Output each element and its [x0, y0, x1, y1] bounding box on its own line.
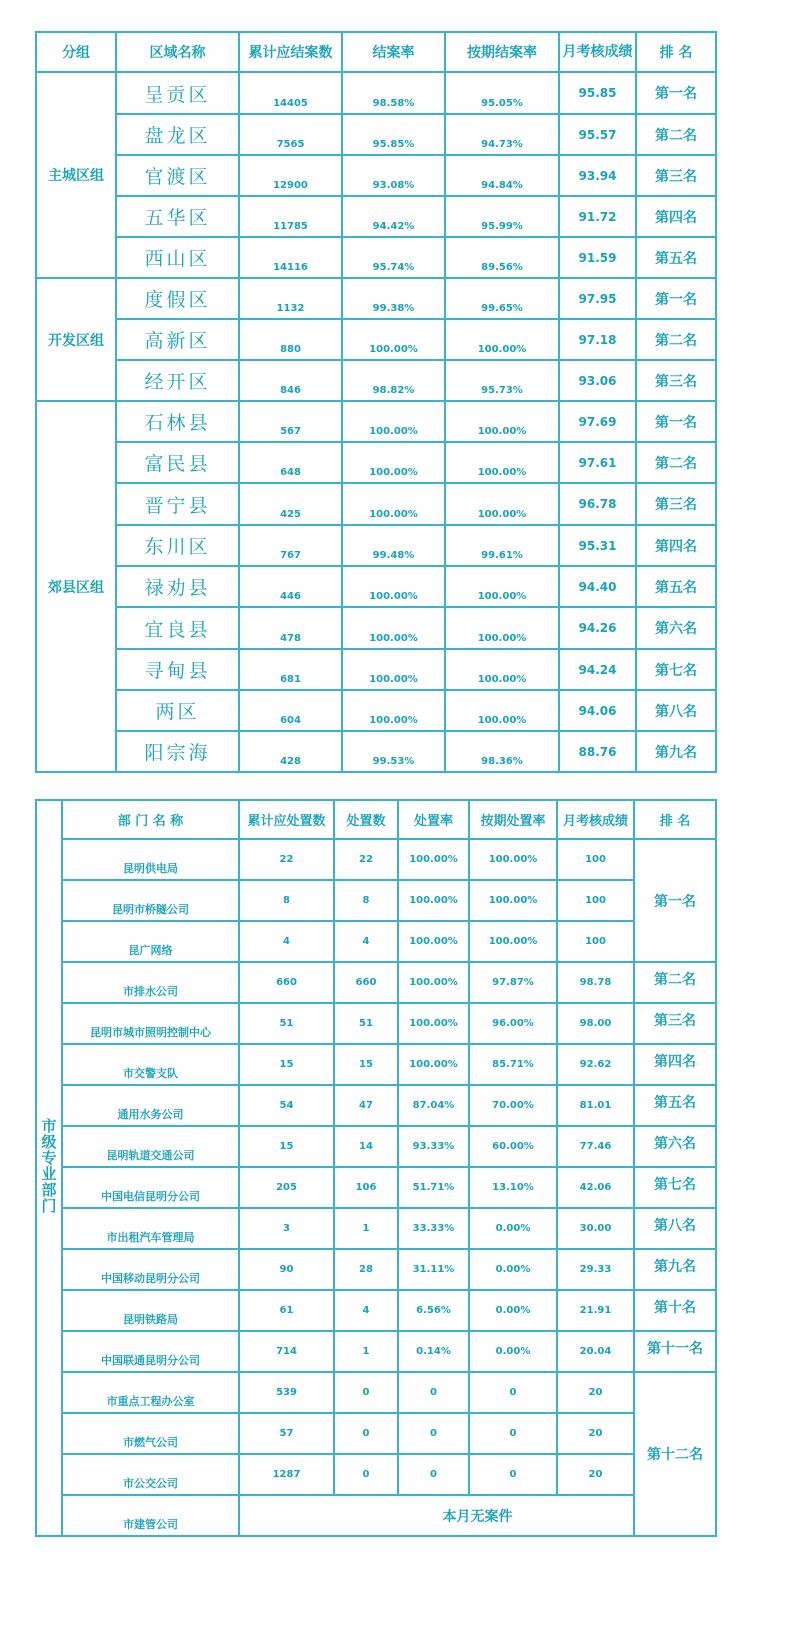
area-name: 经开区 — [116, 360, 239, 401]
ontime-rate: 100.00% — [445, 483, 559, 525]
handle-rate: 93.33% — [398, 1126, 469, 1167]
table-row — [36, 839, 716, 880]
monthly-score: 91.59 — [559, 237, 636, 278]
monthly-score: 42.06 — [557, 1167, 634, 1208]
handled-count: 0 — [334, 1454, 398, 1495]
table-row — [36, 607, 716, 649]
rank: 第一名 — [636, 72, 716, 114]
ontime-rate: 100.00% — [445, 442, 559, 483]
monthly-score: 91.72 — [559, 196, 636, 237]
ontime-rate: 95.73% — [445, 360, 559, 401]
close-rate: 94.42% — [342, 196, 445, 237]
handled-count: 0 — [334, 1413, 398, 1454]
ontime-rate: 100.00% — [445, 690, 559, 731]
total-cases: 205 — [239, 1167, 334, 1208]
handle-rate: 0 — [398, 1454, 469, 1495]
rank: 第十二名 — [634, 1372, 716, 1536]
monthly-score: 92.62 — [557, 1044, 634, 1085]
rank: 第二名 — [636, 319, 716, 360]
ontime-rate: 95.05% — [445, 72, 559, 114]
close-rate: 100.00% — [342, 401, 445, 442]
monthly-score: 77.46 — [557, 1126, 634, 1167]
column-header: 累计应处置数 — [239, 800, 334, 839]
total-cases: 90 — [239, 1249, 334, 1290]
rank: 第二名 — [636, 114, 716, 155]
rank: 第三名 — [636, 483, 716, 525]
close-rate: 98.82% — [342, 360, 445, 401]
monthly-score: 98.00 — [557, 1003, 634, 1044]
table-row — [36, 1167, 716, 1208]
monthly-score: 96.78 — [559, 483, 636, 525]
total-cases: 1132 — [239, 278, 342, 319]
table-row — [36, 360, 716, 401]
group-name: 郊县区组 — [36, 401, 116, 772]
ontime-rate: 0 — [469, 1413, 557, 1454]
total-cases: 428 — [239, 731, 342, 772]
table-row — [36, 1249, 716, 1290]
table-row — [36, 1003, 716, 1044]
total-cases: 12900 — [239, 155, 342, 196]
handled-count: 51 — [334, 1003, 398, 1044]
rank: 第六名 — [634, 1126, 716, 1167]
rank: 第二名 — [634, 962, 716, 1003]
district-ranking-table — [35, 31, 717, 773]
department-name: 通用水务公司 — [62, 1085, 239, 1126]
close-rate: 99.38% — [342, 278, 445, 319]
rank: 第七名 — [634, 1167, 716, 1208]
monthly-score: 94.24 — [559, 649, 636, 690]
table-row — [36, 525, 716, 566]
no-cases-note: 本月无案件 — [239, 1495, 716, 1536]
handled-count: 47 — [334, 1085, 398, 1126]
table-row — [36, 1331, 716, 1372]
total-cases: 880 — [239, 319, 342, 360]
close-rate: 100.00% — [342, 566, 445, 607]
close-rate: 100.00% — [342, 649, 445, 690]
table-row — [36, 1413, 716, 1454]
handle-rate: 87.04% — [398, 1085, 469, 1126]
table-row — [36, 690, 716, 731]
table-row — [36, 1044, 716, 1085]
rank: 第十名 — [634, 1290, 716, 1331]
ontime-rate: 100.00% — [445, 319, 559, 360]
column-header: 区域名称 — [116, 32, 239, 72]
total-cases: 660 — [239, 962, 334, 1003]
department-name: 中国移动昆明分公司 — [62, 1249, 239, 1290]
ontime-rate: 100.00% — [445, 649, 559, 690]
department-name: 市交警支队 — [62, 1044, 239, 1085]
rank: 第十一名 — [634, 1331, 716, 1372]
monthly-score: 93.06 — [559, 360, 636, 401]
area-name: 盘龙区 — [116, 114, 239, 155]
department-name: 市公交公司 — [62, 1454, 239, 1495]
close-rate: 95.85% — [342, 114, 445, 155]
area-name: 宜良县 — [116, 607, 239, 649]
ontime-rate: 98.36% — [445, 731, 559, 772]
ontime-rate: 99.61% — [445, 525, 559, 566]
handled-count: 14 — [334, 1126, 398, 1167]
total-cases: 604 — [239, 690, 342, 731]
department-ranking-table — [35, 799, 717, 1537]
monthly-score: 95.57 — [559, 114, 636, 155]
monthly-score: 88.76 — [559, 731, 636, 772]
handled-count: 106 — [334, 1167, 398, 1208]
monthly-score: 100 — [557, 880, 634, 921]
rank: 第九名 — [636, 731, 716, 772]
column-header: 处置数 — [334, 800, 398, 839]
monthly-score: 93.94 — [559, 155, 636, 196]
column-header: 排 名 — [636, 32, 716, 72]
ontime-rate: 85.71% — [469, 1044, 557, 1085]
ontime-rate: 100.00% — [445, 566, 559, 607]
handled-count: 4 — [334, 1290, 398, 1331]
total-cases: 446 — [239, 566, 342, 607]
table-row — [36, 880, 716, 921]
department-name: 市出租汽车管理局 — [62, 1208, 239, 1249]
total-cases: 846 — [239, 360, 342, 401]
handle-rate: 51.71% — [398, 1167, 469, 1208]
close-rate: 99.53% — [342, 731, 445, 772]
area-name: 西山区 — [116, 237, 239, 278]
ontime-rate: 96.00% — [469, 1003, 557, 1044]
area-name: 五华区 — [116, 196, 239, 237]
handle-rate: 100.00% — [398, 921, 469, 962]
handle-rate: 100.00% — [398, 839, 469, 880]
table-row — [36, 1126, 716, 1167]
ontime-rate: 0 — [469, 1454, 557, 1495]
handle-rate: 0.14% — [398, 1331, 469, 1372]
total-cases: 14116 — [239, 237, 342, 278]
department-name: 昆明市桥隧公司 — [62, 880, 239, 921]
total-cases: 54 — [239, 1085, 334, 1126]
total-cases: 14405 — [239, 72, 342, 114]
department-name: 市燃气公司 — [62, 1413, 239, 1454]
ontime-rate: 95.99% — [445, 196, 559, 237]
close-rate: 100.00% — [342, 442, 445, 483]
handled-count: 15 — [334, 1044, 398, 1085]
area-name: 度假区 — [116, 278, 239, 319]
ontime-rate: 94.73% — [445, 114, 559, 155]
column-header: 分组 — [36, 32, 116, 72]
table-header-row — [36, 800, 716, 839]
table-row — [36, 401, 716, 442]
table-row — [36, 649, 716, 690]
group-name: 开发区组 — [36, 278, 116, 401]
department-name: 昆明市城市照明控制中心 — [62, 1003, 239, 1044]
handle-rate: 6.56% — [398, 1290, 469, 1331]
monthly-score: 20 — [557, 1413, 634, 1454]
table-row — [36, 1372, 716, 1413]
table-row — [36, 1495, 716, 1536]
table-row — [36, 921, 716, 962]
total-cases: 425 — [239, 483, 342, 525]
total-cases: 539 — [239, 1372, 334, 1413]
rank: 第五名 — [636, 566, 716, 607]
department-name: 昆明轨道交通公司 — [62, 1126, 239, 1167]
total-cases: 767 — [239, 525, 342, 566]
handled-count: 28 — [334, 1249, 398, 1290]
rank: 第八名 — [636, 690, 716, 731]
table-row — [36, 1454, 716, 1495]
ontime-rate: 89.56% — [445, 237, 559, 278]
rank: 第七名 — [636, 649, 716, 690]
group-name: 主城区组 — [36, 72, 116, 278]
handled-count: 0 — [334, 1372, 398, 1413]
monthly-score: 97.18 — [559, 319, 636, 360]
handle-rate: 100.00% — [398, 880, 469, 921]
column-header: 处置率 — [398, 800, 469, 839]
column-header: 部 门 名 称 — [62, 800, 239, 839]
department-name: 市重点工程办公室 — [62, 1372, 239, 1413]
monthly-score: 20 — [557, 1372, 634, 1413]
table-row — [36, 72, 716, 114]
rank: 第六名 — [636, 607, 716, 649]
rank: 第一名 — [634, 839, 716, 962]
monthly-score: 97.95 — [559, 278, 636, 319]
area-name: 阳宗海 — [116, 731, 239, 772]
column-header: 累计应结案数 — [239, 32, 342, 72]
area-name: 寻甸县 — [116, 649, 239, 690]
area-name: 呈贡区 — [116, 72, 239, 114]
table-row — [36, 442, 716, 483]
rank: 第五名 — [636, 237, 716, 278]
close-rate: 100.00% — [342, 690, 445, 731]
handle-rate: 33.33% — [398, 1208, 469, 1249]
total-cases: 15 — [239, 1044, 334, 1085]
monthly-score: 97.69 — [559, 401, 636, 442]
department-name: 市排水公司 — [62, 962, 239, 1003]
total-cases: 51 — [239, 1003, 334, 1044]
handled-count: 8 — [334, 880, 398, 921]
monthly-score: 100 — [557, 839, 634, 880]
ontime-rate: 13.10% — [469, 1167, 557, 1208]
rank: 第三名 — [636, 155, 716, 196]
monthly-score: 95.31 — [559, 525, 636, 566]
department-name: 昆广网络 — [62, 921, 239, 962]
handled-count: 660 — [334, 962, 398, 1003]
rank: 第四名 — [636, 525, 716, 566]
monthly-score: 94.26 — [559, 607, 636, 649]
table-row — [36, 566, 716, 607]
monthly-score: 20 — [557, 1454, 634, 1495]
total-cases: 8 — [239, 880, 334, 921]
rank: 第九名 — [634, 1249, 716, 1290]
total-cases: 714 — [239, 1331, 334, 1372]
table-row — [36, 237, 716, 278]
area-name: 官渡区 — [116, 155, 239, 196]
monthly-score: 98.78 — [557, 962, 634, 1003]
monthly-score: 81.01 — [557, 1085, 634, 1126]
ontime-rate: 60.00% — [469, 1126, 557, 1167]
ontime-rate: 0.00% — [469, 1208, 557, 1249]
total-cases: 7565 — [239, 114, 342, 155]
handle-rate: 100.00% — [398, 1044, 469, 1085]
column-header: 按期结案率 — [445, 32, 559, 72]
ontime-rate: 70.00% — [469, 1085, 557, 1126]
handled-count: 4 — [334, 921, 398, 962]
ontime-rate: 100.00% — [469, 839, 557, 880]
total-cases: 15 — [239, 1126, 334, 1167]
close-rate: 100.00% — [342, 483, 445, 525]
total-cases: 22 — [239, 839, 334, 880]
total-cases: 3 — [239, 1208, 334, 1249]
monthly-score: 97.61 — [559, 442, 636, 483]
table-row — [36, 319, 716, 360]
monthly-score: 29.33 — [557, 1249, 634, 1290]
rank: 第五名 — [634, 1085, 716, 1126]
handled-count: 1 — [334, 1331, 398, 1372]
monthly-score: 21.91 — [557, 1290, 634, 1331]
column-header: 排 名 — [634, 800, 716, 839]
total-cases: 567 — [239, 401, 342, 442]
department-name: 中国联通昆明分公司 — [62, 1331, 239, 1372]
rank: 第三名 — [636, 360, 716, 401]
column-header: 月考核成绩 — [557, 800, 634, 839]
close-rate: 95.74% — [342, 237, 445, 278]
area-name: 东川区 — [116, 525, 239, 566]
ontime-rate: 94.84% — [445, 155, 559, 196]
total-cases: 4 — [239, 921, 334, 962]
table-row — [36, 962, 716, 1003]
ontime-rate: 97.87% — [469, 962, 557, 1003]
area-name: 晋宁县 — [116, 483, 239, 525]
ontime-rate: 99.65% — [445, 278, 559, 319]
handle-rate: 0 — [398, 1413, 469, 1454]
department-name: 市建管公司 — [62, 1495, 239, 1536]
monthly-score: 94.40 — [559, 566, 636, 607]
department-name: 昆明铁路局 — [62, 1290, 239, 1331]
column-header: 按期处置率 — [469, 800, 557, 839]
ontime-rate: 100.00% — [445, 607, 559, 649]
group-name — [36, 800, 62, 1536]
table-row — [36, 731, 716, 772]
monthly-score: 20.04 — [557, 1331, 634, 1372]
total-cases: 648 — [239, 442, 342, 483]
department-name: 中国电信昆明分公司 — [62, 1167, 239, 1208]
ontime-rate: 0.00% — [469, 1249, 557, 1290]
handled-count: 22 — [334, 839, 398, 880]
monthly-score: 100 — [557, 921, 634, 962]
total-cases: 11785 — [239, 196, 342, 237]
total-cases: 57 — [239, 1413, 334, 1454]
group-label: 市级专业部门 — [39, 1118, 58, 1214]
handle-rate: 31.11% — [398, 1249, 469, 1290]
handled-count: 1 — [334, 1208, 398, 1249]
column-header: 月考核成绩 — [559, 32, 636, 72]
department-name: 昆明供电局 — [62, 839, 239, 880]
handle-rate: 100.00% — [398, 962, 469, 1003]
ontime-rate: 100.00% — [445, 401, 559, 442]
table-header-row — [36, 32, 716, 72]
rank: 第一名 — [636, 278, 716, 319]
rank: 第四名 — [636, 196, 716, 237]
ontime-rate: 100.00% — [469, 880, 557, 921]
table-row — [36, 1208, 716, 1249]
handle-rate: 100.00% — [398, 1003, 469, 1044]
close-rate: 100.00% — [342, 607, 445, 649]
close-rate: 93.08% — [342, 155, 445, 196]
column-header: 结案率 — [342, 32, 445, 72]
close-rate: 100.00% — [342, 319, 445, 360]
rank: 第三名 — [634, 1003, 716, 1044]
monthly-score: 95.85 — [559, 72, 636, 114]
table-row — [36, 278, 716, 319]
ontime-rate: 0 — [469, 1372, 557, 1413]
table-row — [36, 1085, 716, 1126]
handle-rate: 0 — [398, 1372, 469, 1413]
rank: 第八名 — [634, 1208, 716, 1249]
table-row — [36, 196, 716, 237]
rank: 第四名 — [634, 1044, 716, 1085]
ontime-rate: 0.00% — [469, 1290, 557, 1331]
close-rate: 98.58% — [342, 72, 445, 114]
monthly-score: 30.00 — [557, 1208, 634, 1249]
total-cases: 681 — [239, 649, 342, 690]
table-row — [36, 483, 716, 525]
area-name: 富民县 — [116, 442, 239, 483]
area-name: 石林县 — [116, 401, 239, 442]
monthly-score: 94.06 — [559, 690, 636, 731]
rank: 第一名 — [636, 401, 716, 442]
table-row — [36, 114, 716, 155]
total-cases: 478 — [239, 607, 342, 649]
table-row — [36, 155, 716, 196]
close-rate: 99.48% — [342, 525, 445, 566]
ontime-rate: 100.00% — [469, 921, 557, 962]
rank: 第二名 — [636, 442, 716, 483]
area-name: 高新区 — [116, 319, 239, 360]
total-cases: 61 — [239, 1290, 334, 1331]
total-cases: 1287 — [239, 1454, 334, 1495]
area-name: 禄劝县 — [116, 566, 239, 607]
ontime-rate: 0.00% — [469, 1331, 557, 1372]
table-row — [36, 1290, 716, 1331]
area-name: 两区 — [116, 690, 239, 731]
